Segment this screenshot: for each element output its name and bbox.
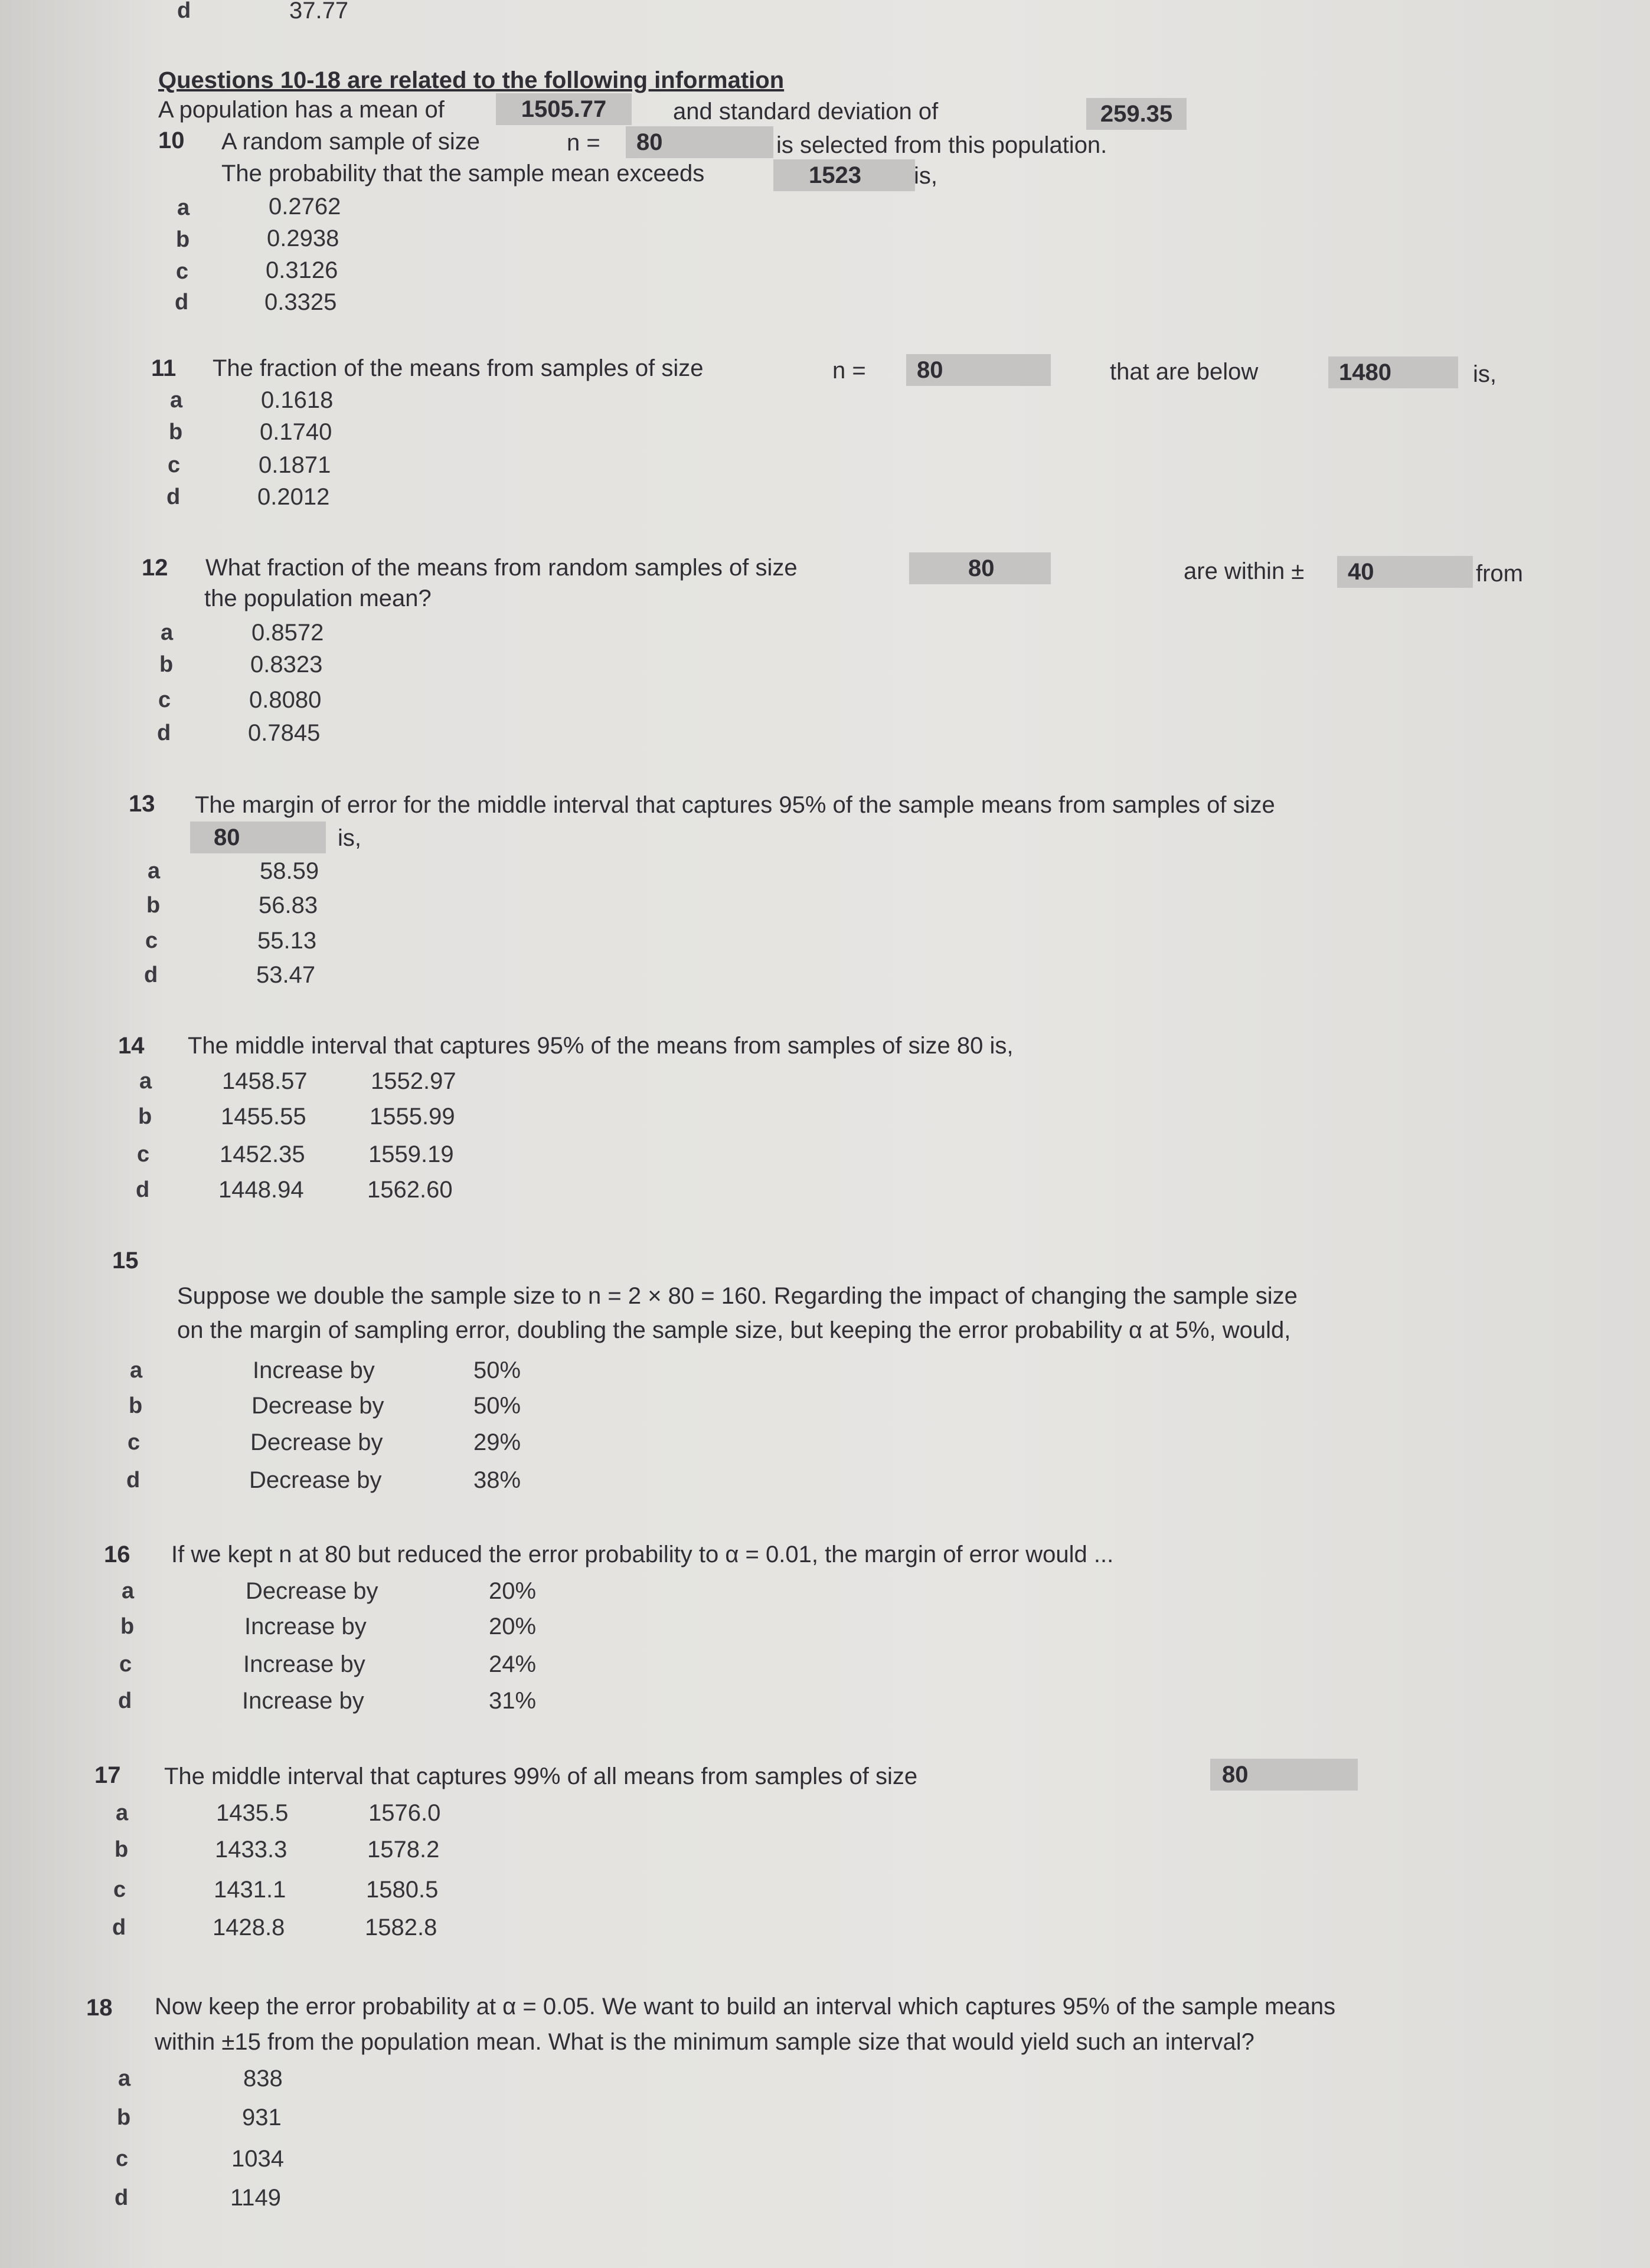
option-value: 56.83: [259, 892, 318, 918]
question-text-tail: is,: [914, 163, 937, 189]
option-letter: c: [145, 928, 158, 953]
option-letter: b: [117, 2105, 131, 2130]
question-text: If we kept n at 80 but reduced the error probability to α = 0.01, the margin of error would ...: [171, 1542, 1114, 1567]
option-value: 37.77: [289, 0, 349, 24]
question-number: 12: [142, 555, 168, 581]
option-letter: d: [177, 0, 191, 23]
option-letter: b: [129, 1393, 143, 1418]
interval-low: 1433.3: [215, 1837, 287, 1863]
interval-low: 1435.5: [216, 1800, 289, 1826]
option-value: 0.2762: [269, 194, 341, 220]
interval-high: 1555.99: [370, 1104, 455, 1130]
section-header: Questions 10-18 are related to the following information: [158, 67, 785, 93]
question-text: The margin of error for the middle interval that captures 95% of the sample means from samples of size: [195, 792, 1275, 818]
interval-low: 1458.57: [222, 1068, 308, 1094]
mean-value: 1505.77: [496, 93, 632, 125]
interval-high: 1559.19: [368, 1141, 454, 1167]
n-value: 80: [190, 822, 326, 853]
option-letter: c: [176, 259, 189, 284]
question-text-mid: that are below: [1110, 359, 1259, 385]
question-number: 10: [158, 127, 185, 153]
option-value: 0.8080: [249, 687, 322, 713]
question-text-tail: is,: [338, 825, 361, 851]
interval-low: 1455.55: [221, 1104, 306, 1130]
option-value: 0.8572: [251, 620, 324, 646]
option-value: 24%: [489, 1651, 537, 1677]
option-value: 20%: [489, 1614, 537, 1639]
option-value: 31%: [489, 1688, 537, 1714]
question-text: Now keep the error probability at α = 0.05. We want to build an interval which captures 95% of the sample means: [155, 1994, 1336, 2020]
option-value: 838: [243, 2066, 283, 2092]
option-letter: d: [166, 485, 181, 509]
option-label: Increase by: [253, 1357, 375, 1383]
option-letter: b: [169, 420, 183, 444]
interval-high: 1580.5: [366, 1877, 439, 1903]
question-number: 17: [94, 1762, 121, 1788]
n-value: 80: [1210, 1759, 1358, 1791]
question-text: the population mean?: [204, 585, 432, 611]
interval-high: 1582.8: [365, 1914, 437, 1940]
question-number: 11: [151, 355, 177, 381]
question-text: The middle interval that captures 95% of the means from samples of size 80 is,: [188, 1033, 1014, 1059]
option-letter: a: [148, 859, 161, 883]
option-value: 58.59: [260, 858, 319, 884]
question-number: 18: [86, 1995, 113, 2021]
option-letter: d: [126, 1468, 141, 1493]
option-letter: c: [137, 1142, 150, 1167]
mean-label: A population has a mean of: [158, 97, 445, 123]
question-number: 16: [104, 1542, 130, 1567]
option-value: 0.8323: [250, 652, 323, 678]
threshold-value: 1523: [773, 159, 915, 191]
question-text: A random sample of size: [221, 129, 480, 155]
option-letter: a: [177, 195, 190, 220]
option-value: 931: [242, 2105, 282, 2130]
question-text: Suppose we double the sample size to n = 2 × 80 = 160. Regarding the impact of changing the sample size: [177, 1283, 1298, 1309]
option-letter: b: [159, 652, 174, 677]
option-label: Decrease by: [251, 1393, 384, 1419]
option-value: 53.47: [256, 962, 316, 988]
question-text: within ±15 from the population mean. What is the minimum sample size that would yield such an interval?: [155, 2029, 1254, 2055]
interval-low: 1428.8: [213, 1914, 285, 1940]
option-value: 38%: [473, 1467, 521, 1493]
n-value: 80: [909, 552, 1051, 584]
question-text: on the margin of sampling error, doubling the sample size, but keeping the error probability α at 5%, would,: [177, 1317, 1291, 1343]
option-value: 1034: [231, 2146, 284, 2172]
sd-value: 259.35: [1086, 98, 1187, 130]
option-letter: d: [175, 290, 189, 315]
option-letter: d: [157, 721, 171, 745]
option-letter: d: [115, 2185, 129, 2210]
interval-low: 1452.35: [220, 1141, 305, 1167]
sd-label: and standard deviation of: [673, 99, 939, 125]
option-letter: a: [122, 1579, 135, 1603]
option-letter: b: [146, 893, 161, 918]
option-value: 50%: [473, 1357, 521, 1383]
interval-high: 1578.2: [367, 1837, 440, 1863]
question-number: 13: [129, 791, 155, 817]
option-letter: a: [170, 388, 183, 413]
within-value: 40: [1337, 556, 1473, 588]
question-text: What fraction of the means from random samples of size: [205, 555, 798, 581]
option-value: 0.2938: [267, 225, 339, 251]
option-value: 20%: [489, 1578, 537, 1604]
option-value: 0.3126: [266, 257, 338, 283]
option-value: 0.1871: [259, 452, 331, 478]
question-text: The middle interval that captures 99% of all means from samples of size: [164, 1763, 918, 1789]
option-value: 1149: [230, 2185, 282, 2211]
option-value: 0.1618: [261, 387, 334, 413]
question-text-mid: are within ±: [1184, 558, 1305, 584]
option-letter: a: [161, 620, 174, 645]
interval-high: 1562.60: [367, 1177, 453, 1203]
option-letter: b: [115, 1837, 129, 1862]
option-label: Increase by: [243, 1651, 365, 1677]
question-text: The probability that the sample mean exceeds: [221, 161, 705, 186]
question-number: 14: [118, 1033, 145, 1059]
option-letter: a: [116, 1801, 129, 1825]
option-letter: a: [139, 1069, 152, 1094]
option-value: 0.1740: [260, 419, 332, 445]
question-text-tail: from: [1476, 561, 1523, 587]
n-value: 80: [906, 354, 1051, 386]
interval-low: 1431.1: [214, 1877, 286, 1903]
option-value: 0.3325: [264, 289, 337, 315]
n-label: n =: [832, 358, 866, 384]
option-value: 55.13: [257, 928, 317, 954]
option-value: 0.2012: [257, 484, 330, 510]
option-letter: c: [116, 2146, 129, 2171]
n-value: 80: [626, 126, 773, 158]
option-letter: d: [118, 1688, 132, 1713]
option-letter: c: [113, 1877, 126, 1902]
option-value: 50%: [473, 1393, 521, 1419]
option-letter: a: [118, 2066, 131, 2091]
option-letter: a: [130, 1358, 143, 1383]
question-text: The fraction of the means from samples of size: [213, 355, 704, 381]
interval-low: 1448.94: [218, 1177, 304, 1203]
option-label: Decrease by: [250, 1429, 383, 1455]
interval-high: 1576.0: [368, 1800, 441, 1826]
interval-high: 1552.97: [371, 1068, 456, 1094]
option-letter: d: [136, 1177, 150, 1202]
option-label: Decrease by: [246, 1578, 378, 1604]
threshold-value: 1480: [1328, 356, 1458, 388]
option-letter: b: [176, 227, 190, 252]
option-letter: c: [158, 688, 171, 712]
option-letter: b: [120, 1614, 135, 1639]
option-label: Increase by: [242, 1688, 364, 1714]
option-letter: d: [112, 1915, 126, 1940]
question-number: 15: [112, 1248, 139, 1274]
option-label: Decrease by: [249, 1467, 382, 1493]
option-letter: d: [144, 963, 158, 987]
n-label: n =: [567, 130, 600, 156]
option-letter: b: [138, 1104, 152, 1129]
option-value: 29%: [473, 1429, 521, 1455]
option-letter: c: [168, 453, 181, 477]
question-text-tail: is selected from this population.: [776, 132, 1107, 158]
option-label: Increase by: [244, 1614, 367, 1639]
option-letter: c: [128, 1430, 141, 1455]
question-text-tail: is,: [1473, 361, 1497, 387]
option-letter: c: [119, 1652, 132, 1677]
option-value: 0.7845: [248, 720, 321, 746]
